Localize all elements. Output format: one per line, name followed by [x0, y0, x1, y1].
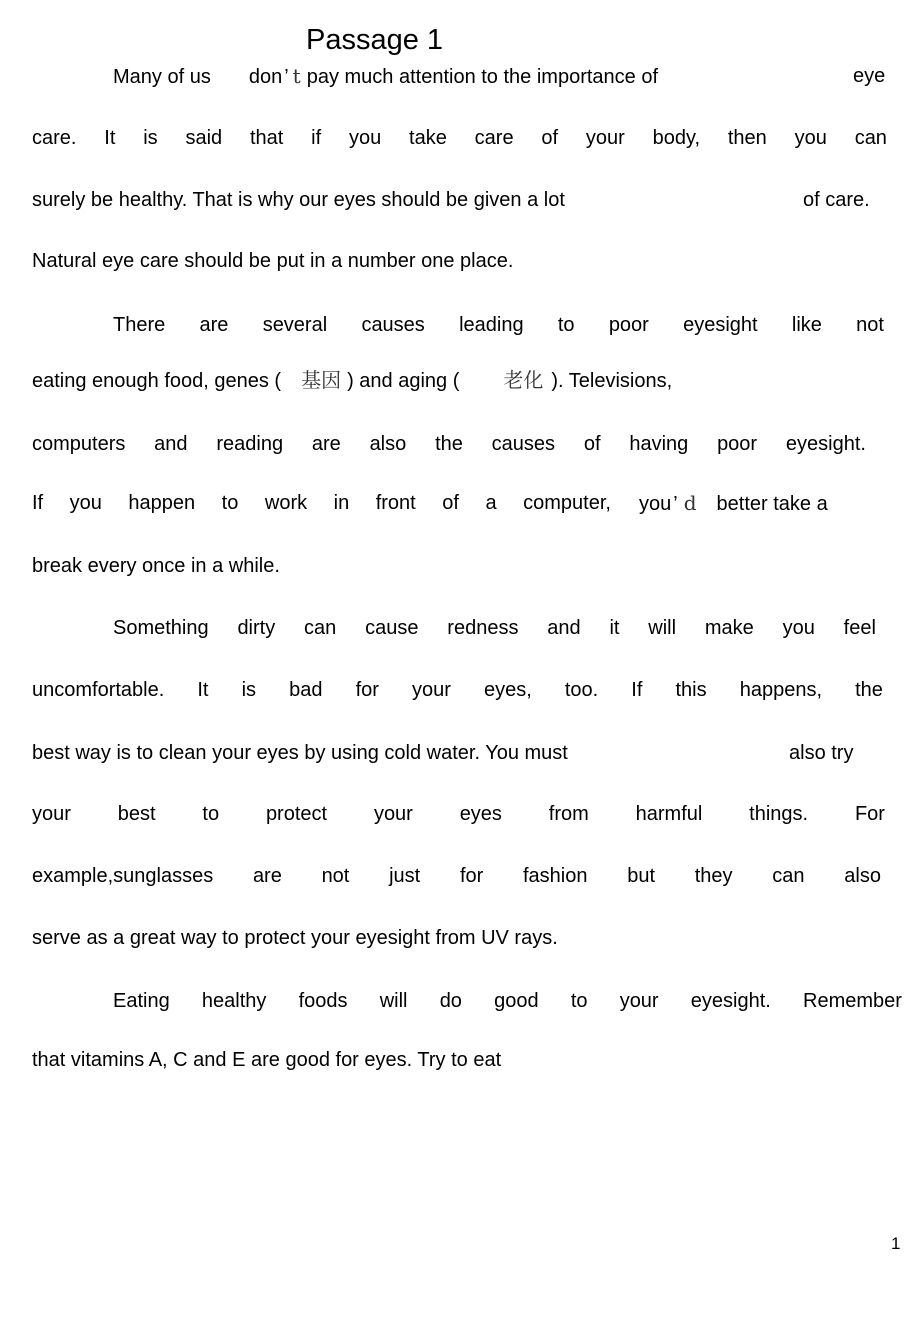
- text-fragment: t: [292, 64, 301, 88]
- word: also: [844, 865, 881, 887]
- word: foods: [298, 990, 348, 1012]
- word: Eating: [113, 990, 170, 1012]
- word: having: [629, 433, 689, 455]
- word: several: [262, 314, 328, 336]
- word: Something: [113, 617, 209, 639]
- word: Remember: [803, 990, 902, 1012]
- word: and: [547, 617, 581, 639]
- text-fragment: you: [639, 493, 672, 515]
- word: example,sunglasses: [32, 865, 214, 887]
- word: There: [113, 314, 166, 336]
- text-fragment: ). Televisions,: [551, 370, 673, 392]
- word: work: [264, 492, 308, 514]
- word: you: [782, 617, 815, 639]
- word: for: [355, 679, 379, 701]
- p3-line1: [113, 614, 876, 642]
- word: from: [548, 803, 589, 825]
- p3-line5: [32, 862, 881, 890]
- word: can: [304, 617, 337, 639]
- page-number: 1: [891, 1234, 901, 1253]
- p4-line1: [113, 987, 902, 1015]
- word: your: [373, 803, 413, 825]
- word: poor: [717, 433, 758, 455]
- word: redness: [447, 617, 519, 639]
- word: poor: [608, 314, 649, 336]
- p4-line2: that vitamins A, C and E are good for eyes. Try to eat: [32, 1049, 502, 1071]
- word: like: [791, 314, 822, 336]
- word: eyes,: [483, 679, 532, 701]
- word: It: [197, 679, 209, 701]
- p3-line6: serve as a great way to protect your eyesight from UV rays.: [32, 927, 558, 949]
- word: not: [856, 314, 884, 336]
- word: a: [485, 492, 497, 514]
- word: your: [585, 127, 625, 149]
- word: and: [154, 433, 188, 455]
- word: to: [557, 314, 575, 336]
- word: do: [439, 990, 462, 1012]
- word: care.: [32, 127, 77, 149]
- word: for: [459, 865, 484, 887]
- text-fragment: eating enough food, genes (: [32, 370, 282, 392]
- word: happen: [128, 492, 196, 514]
- p3-line3-left: best way is to clean your eyes by using cold water. You must: [32, 742, 568, 764]
- word: dirty: [237, 617, 276, 639]
- word: computers: [32, 433, 126, 455]
- word: causes: [361, 314, 425, 336]
- word: it: [609, 617, 620, 639]
- word: to: [202, 803, 220, 825]
- word: not: [321, 865, 350, 887]
- text-fragment: better take a: [716, 493, 828, 515]
- word: they: [694, 865, 733, 887]
- word: good: [494, 990, 539, 1012]
- word: bad: [289, 679, 323, 701]
- p1-line2: [32, 124, 887, 152]
- p2-line5: break every once in a while.: [32, 555, 280, 577]
- word: cause: [365, 617, 419, 639]
- word: this: [675, 679, 707, 701]
- p1-line4: Natural eye care should be put in a number one place.: [32, 250, 514, 272]
- p3-line3-right: also try: [789, 742, 854, 764]
- word: to: [570, 990, 588, 1012]
- word: happens,: [739, 679, 822, 701]
- word: make: [704, 617, 754, 639]
- word: leading: [459, 314, 524, 336]
- apostrophe: ’: [284, 66, 289, 88]
- word: protect: [265, 803, 328, 825]
- word: you: [69, 492, 102, 514]
- word: If: [631, 679, 643, 701]
- word: For: [854, 803, 885, 825]
- word: feel: [843, 617, 876, 639]
- word: reading: [216, 433, 284, 455]
- text-fragment: d: [683, 491, 697, 515]
- word: It: [104, 127, 116, 149]
- word: are: [311, 433, 341, 455]
- word: fashion: [523, 865, 588, 887]
- word: can: [854, 127, 887, 149]
- word: eyesight.: [690, 990, 771, 1012]
- word: said: [185, 127, 223, 149]
- word: but: [627, 865, 656, 887]
- text-fragment: Many of us: [113, 66, 211, 88]
- word: your: [32, 803, 71, 825]
- word: then: [727, 127, 767, 149]
- word: care: [474, 127, 514, 149]
- word: can: [772, 865, 805, 887]
- word: you: [348, 127, 382, 149]
- word: the: [435, 433, 463, 455]
- word: causes: [491, 433, 556, 455]
- word: are: [199, 314, 229, 336]
- word: take: [409, 127, 447, 149]
- word: the: [855, 679, 883, 701]
- p2-line2: [32, 366, 672, 394]
- word: will: [379, 990, 408, 1012]
- p1-line3-right: of care.: [803, 189, 870, 211]
- chinese-gloss-genes: 基因: [301, 368, 342, 392]
- p3-line2: [32, 676, 883, 704]
- word: in: [333, 492, 350, 514]
- word: If: [32, 492, 44, 514]
- word: to: [221, 492, 239, 514]
- word: are: [252, 865, 282, 887]
- word: eyesight.: [785, 433, 866, 455]
- word: of: [442, 492, 459, 514]
- word: computer,: [523, 492, 611, 514]
- word: front: [375, 492, 416, 514]
- word: body,: [652, 127, 701, 149]
- p3-line4: [32, 800, 885, 828]
- word: your: [411, 679, 451, 701]
- word: is: [143, 127, 158, 149]
- word: uncomfortable.: [32, 679, 165, 701]
- word: you: [794, 127, 827, 149]
- word: is: [241, 679, 257, 701]
- word: that: [250, 127, 284, 149]
- word: will: [648, 617, 677, 639]
- p2-line4-left: [32, 489, 611, 517]
- p2-line3: [32, 430, 866, 458]
- word: healthy: [201, 990, 267, 1012]
- apostrophe: ’: [673, 493, 678, 515]
- word: your: [619, 990, 659, 1012]
- word: best: [117, 803, 156, 825]
- chinese-gloss-aging: 老化: [503, 368, 544, 392]
- word: harmful: [635, 803, 703, 825]
- passage-title: Passage 1: [306, 24, 444, 56]
- p1-line1-left: [113, 62, 658, 90]
- p2-line4-right: [639, 489, 828, 517]
- text-fragment: don: [248, 66, 283, 88]
- word: if: [311, 127, 322, 149]
- p2-line1: [113, 311, 884, 339]
- word: eyes: [459, 803, 502, 825]
- word: too.: [564, 679, 599, 701]
- word: just: [389, 865, 421, 887]
- word: things.: [749, 803, 809, 825]
- word: of: [541, 127, 559, 149]
- text-fragment: pay much attention to the importance of: [306, 66, 659, 88]
- p1-line1-right: eye: [853, 65, 886, 87]
- word: eyesight: [683, 314, 758, 336]
- word: of: [583, 433, 601, 455]
- text-fragment: ) and aging (: [347, 370, 460, 392]
- word: also: [369, 433, 407, 455]
- p1-line3-left: surely be healthy. That is why our eyes should be given a lot: [32, 189, 565, 211]
